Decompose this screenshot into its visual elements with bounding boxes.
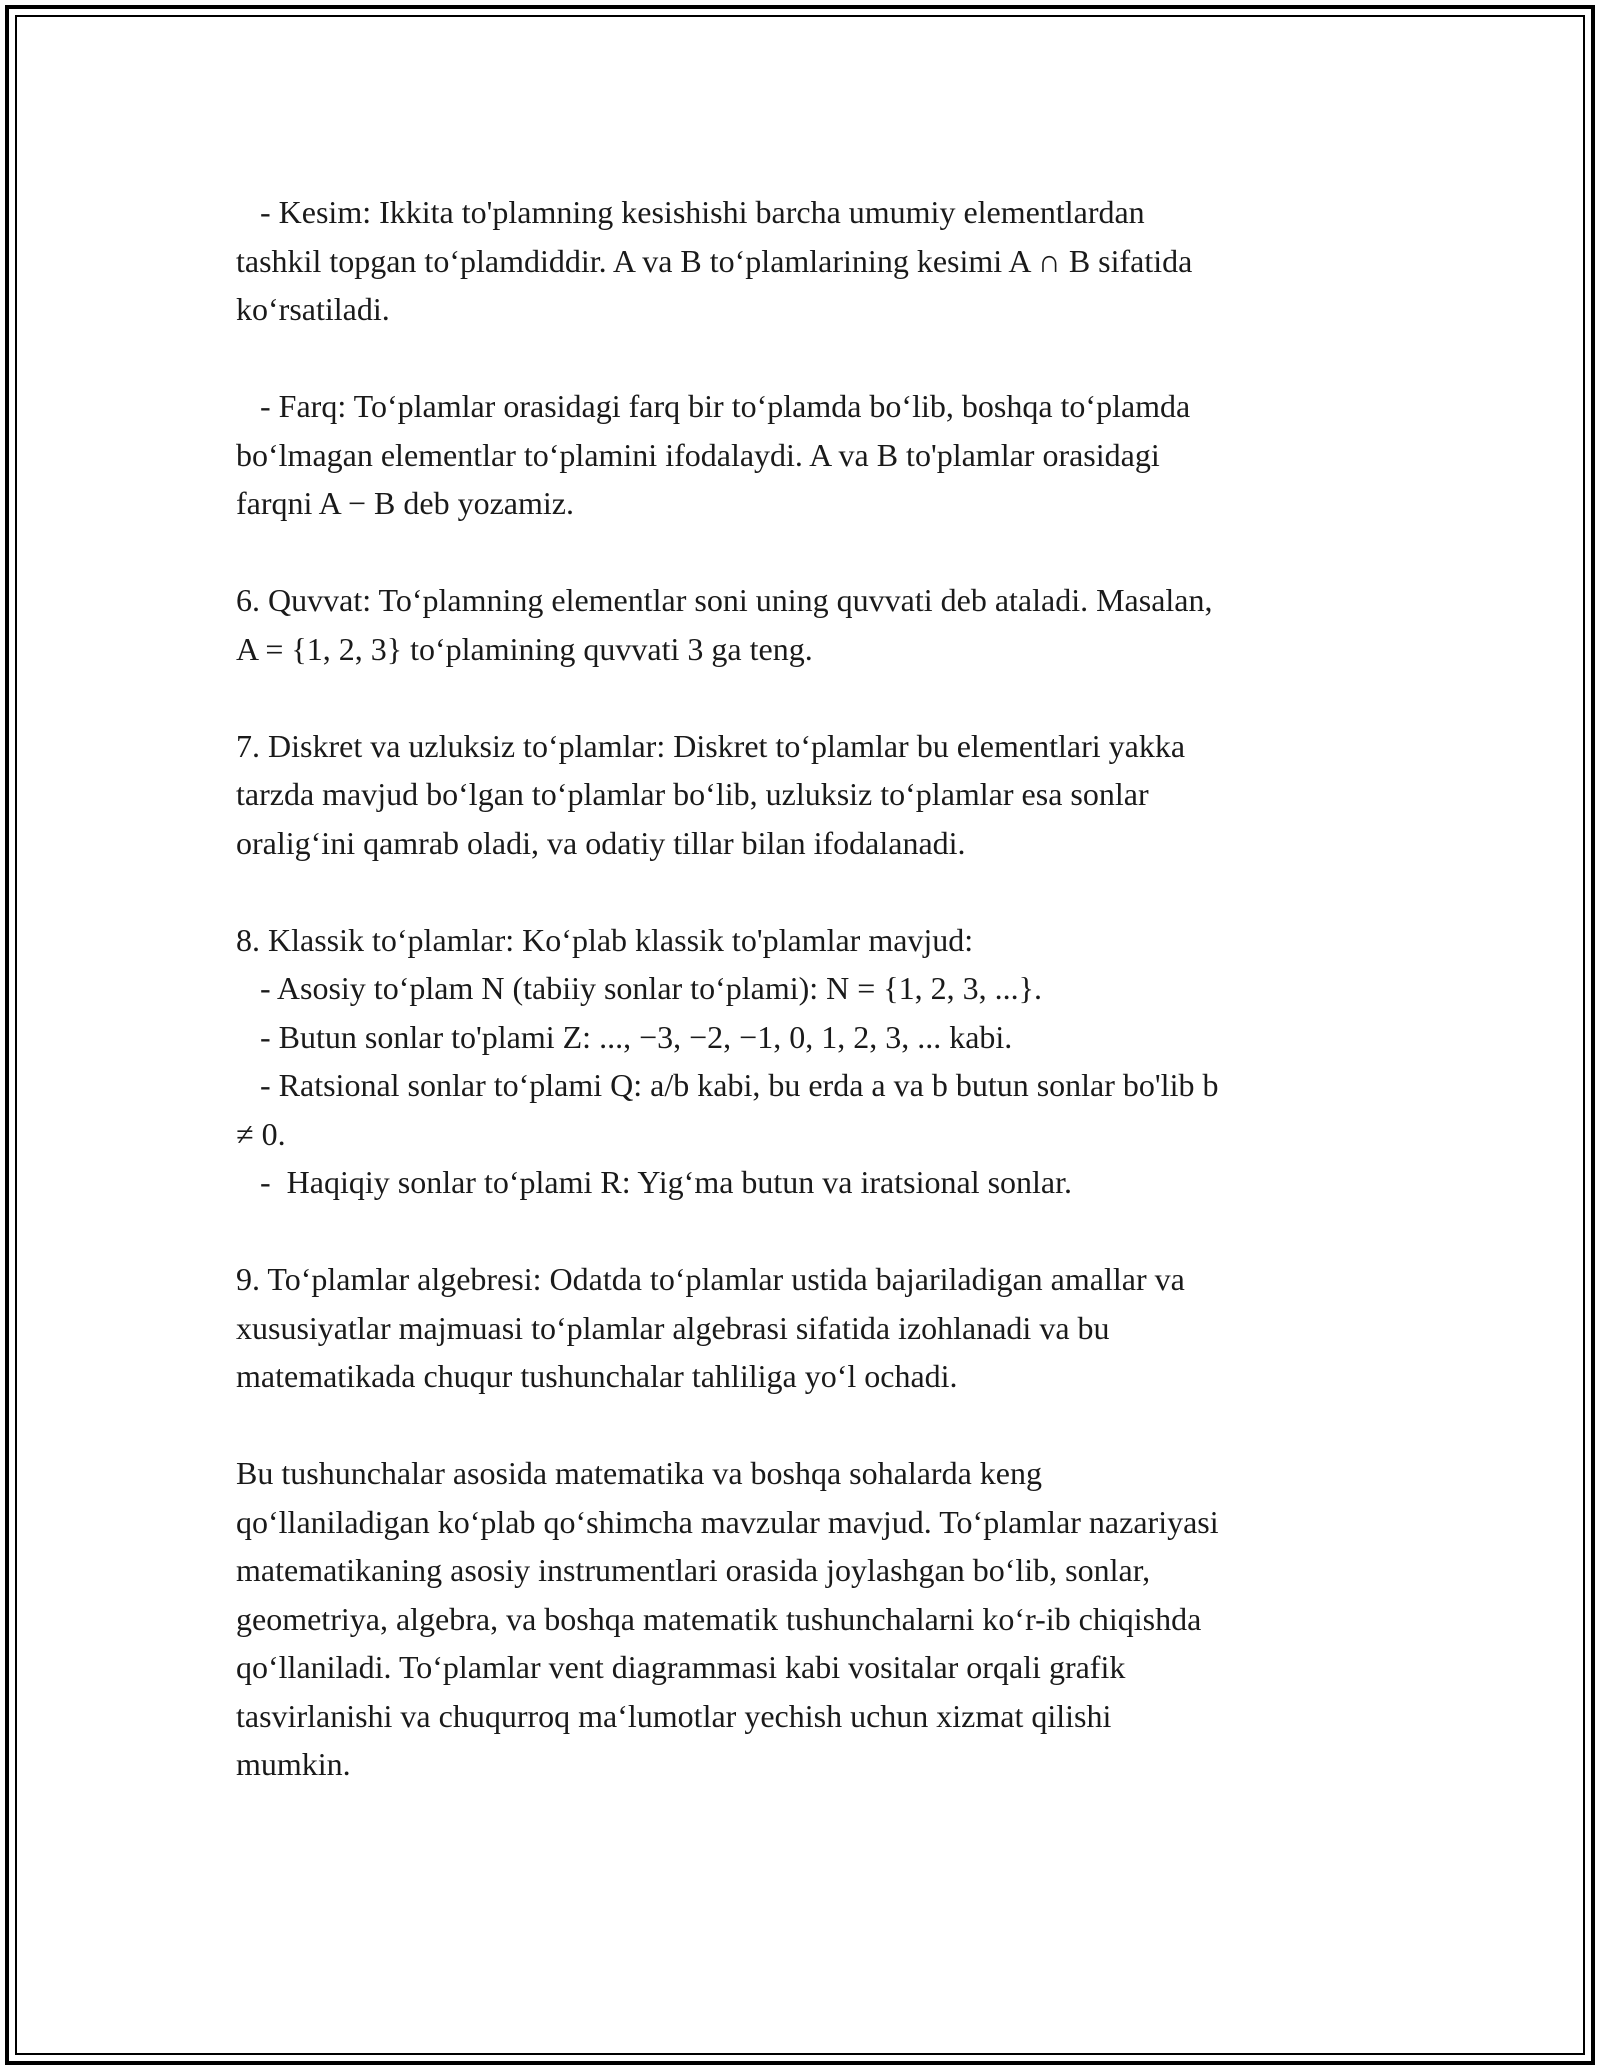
paragraph-farq xyxy=(236,382,1376,528)
text-line: matematikada chuqur tushunchalar tahliliga yo‘l ochadi. xyxy=(236,1358,958,1394)
list-heading: 8. Klassik to‘plamlar: Ko‘plab klassik to'plamlar mavjud: xyxy=(236,921,974,958)
document-body xyxy=(236,188,1376,1837)
text-line: tarzda mavjud bo‘lgan to‘plamlar bo‘lib, uzluksiz to‘plamlar esa sonlar xyxy=(236,776,1149,812)
text-line: 7. Diskret va uzluksiz to‘plamlar: Diskret to‘plamlar bu elementlari yakka xyxy=(236,727,1186,764)
text-line: mumkin. xyxy=(236,1746,351,1782)
list-item: - Ratsional sonlar to‘plami Q: a/b kabi, bu erda a va b butun sonlar bo'lib b xyxy=(236,1067,1219,1103)
text-line: A = {1, 2, 3} to‘plamining quvvati 3 ga teng. xyxy=(236,630,813,667)
paragraph-quvvat xyxy=(236,576,1376,673)
paragraph-algebra xyxy=(236,1255,1376,1401)
paragraph-xulosa xyxy=(236,1449,1376,1789)
text-line: qo‘llaniladigan ko‘plab qo‘shimcha mavzular mavjud. To‘plamlar nazariyasi xyxy=(236,1503,1219,1540)
text-line: tashkil topgan to‘plamdiddir. A va B to‘plamlarining kesimi A ∩ B sifatida xyxy=(236,242,1193,279)
text-line: ko‘rsatiladi. xyxy=(236,291,390,327)
text-line: tasvirlanishi va chuqurroq ma‘lumotlar yechish uchun xizmat qilishi xyxy=(236,1697,1112,1734)
text-line: oralig‘ini qamrab oladi, va odatiy tillar bilan ifodalanadi. xyxy=(236,824,966,861)
paragraph-kesim xyxy=(236,188,1376,334)
list-item: - Butun sonlar to'plami Z: ..., −3, −2, −1, 0, 1, 2, 3, ... kabi. xyxy=(236,1018,1013,1055)
paragraph-klassik xyxy=(236,916,1376,1207)
text-line: - Kesim: Ikkita to'plamning kesishishi barcha umumiy elementlardan xyxy=(236,194,1145,230)
list-item: - Asosiy to‘plam N (tabiiy sonlar to‘plami): N = {1, 2, 3, ...}. xyxy=(236,970,1043,1006)
text-line: xususiyatlar majmuasi to‘plamlar algebrasi sifatida izohlanadi va bu xyxy=(236,1309,1110,1346)
text-line: - Farq: To‘plamlar orasidagi farq bir to‘plamda bo‘lib, boshqa to‘plamda xyxy=(236,388,1191,424)
list-item-continuation: ≠ 0. xyxy=(236,1115,286,1152)
text-line: matematikaning asosiy instrumentlari orasida joylashgan bo‘lib, sonlar, xyxy=(236,1552,1151,1588)
text-line: 9. To‘plamlar algebresi: Odatda to‘plamlar ustida bajariladigan amallar va xyxy=(236,1261,1185,1297)
paragraph-diskret xyxy=(236,722,1376,868)
text-line: geometriya, algebra, va boshqa matematik tushunchalarni ko‘r-ib chiqishda xyxy=(236,1600,1202,1637)
text-line: bo‘lmagan elementlar to‘plamini ifodalaydi. A va B to'plamlar orasidagi xyxy=(236,436,1160,473)
text-line: Bu tushunchalar asosida matematika va boshqa sohalarda keng xyxy=(236,1455,1042,1491)
text-line: qo‘llaniladi. To‘plamlar vent diagrammasi kabi vositalar orqali grafik xyxy=(236,1649,1126,1685)
text-line: farqni A − B deb yozamiz. xyxy=(236,485,574,521)
list-item: - Haqiqiy sonlar to‘plami R: Yig‘ma butun va iratsional sonlar. xyxy=(236,1164,1073,1200)
text-line: 6. Quvvat: To‘plamning elementlar soni uning quvvati deb ataladi. Masalan, xyxy=(236,582,1213,618)
